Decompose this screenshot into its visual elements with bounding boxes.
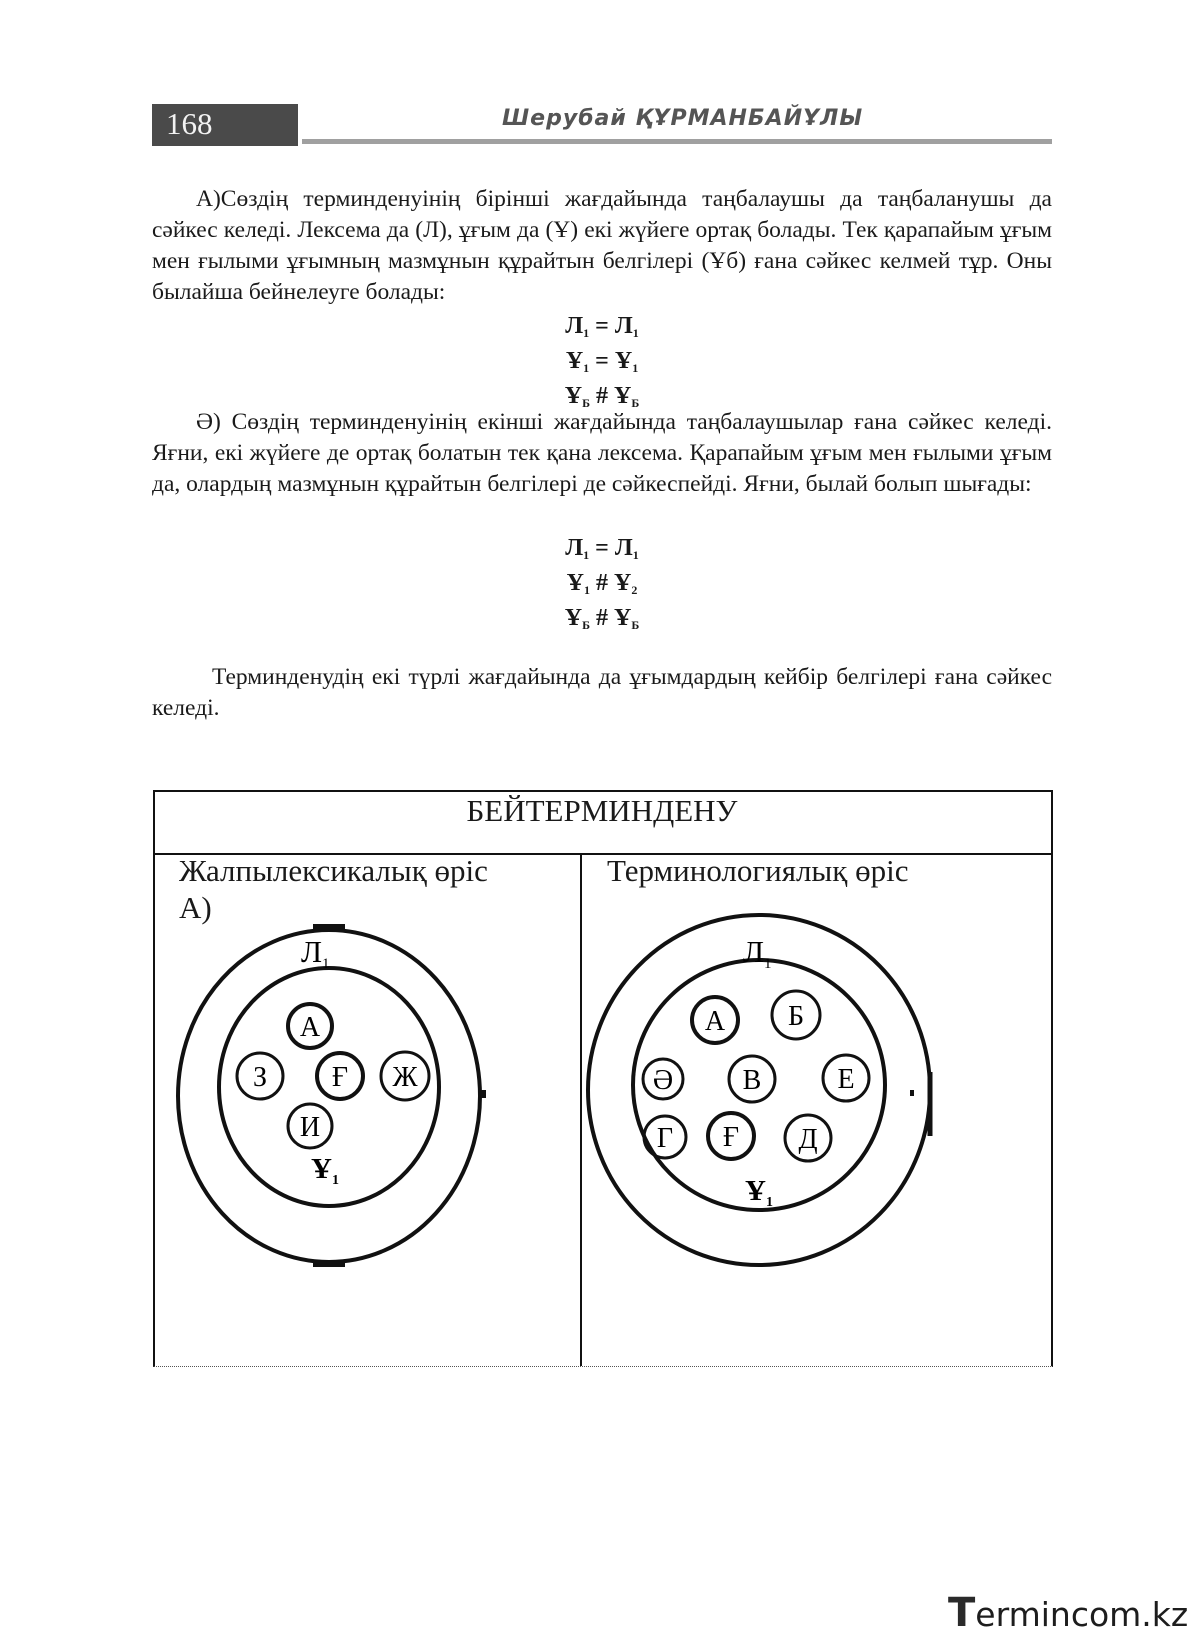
right-field-diagram	[153, 790, 1051, 1366]
feature-circle	[708, 1113, 754, 1159]
outer-label: Л1	[301, 934, 330, 972]
site-logo: Termincom.kz	[948, 1590, 1189, 1636]
feature-circle	[729, 1056, 775, 1102]
svg-text:А: А	[299, 1012, 321, 1043]
svg-text:А: А	[704, 1006, 726, 1037]
formula-1	[0, 312, 1204, 417]
right-column-title: Терминологиялық өріс	[607, 853, 909, 888]
formula-line: $Л_1 = Л_1$	[565, 535, 639, 562]
formula-2	[0, 534, 1204, 639]
feature-circle	[785, 1115, 831, 1161]
feature-circle	[692, 997, 738, 1043]
comparison-table	[153, 790, 1051, 1366]
svg-text:В: В	[742, 1065, 762, 1096]
outer-label: Л1	[743, 934, 772, 972]
svg-text:Г: Г	[656, 1123, 674, 1154]
feature-circle	[772, 991, 820, 1039]
paragraph-2-text: Ә) Сөздің терминденуінің екінші жағдайында таңбалаушылар ғана сәйкес келеді. Яғни, екі жүйеге де ортақ болатын тек қана лексема. Қарапайым ұғым мен ғылыми ұғым да, олардың мазмұнын құрайтын белгілері де сәйкеспейді. Яғни, былай болып шығады:	[152, 409, 1052, 497]
paragraph-3	[152, 662, 1052, 724]
svg-text:Е: Е	[837, 1064, 855, 1095]
page-number-box	[152, 104, 298, 146]
svg-text:Д: Д	[798, 1124, 818, 1155]
formula-line: $Ұ_1$ # $Ұ_2$	[566, 570, 638, 597]
svg-text:Б: Б	[787, 1001, 805, 1032]
paragraph-1-text: А)Сөздің терминденуінің бірінші жағдайында таңбалаушы да таңбаланушы да сәйкес келеді. Лексема да (Л), ұғым да (Ұ) екі жүйеге ортақ болады. Тек қарапайым ұғым мен ғылыми ұғымның мазмұнын құрайтын белгілері (Ұб) ғана сәйкес келмей тұр. Оны былайша бейнелеуге болады:	[152, 186, 1052, 305]
formula-line: $Ұ_Б$ # $Ұ_Б$	[564, 605, 640, 632]
page-number: 168	[166, 106, 213, 141]
paragraph-1	[152, 184, 1052, 308]
table-title: БЕЙТЕРМИНДЕНУ	[466, 793, 738, 828]
formula-line: $Л_1 = Л_1$	[565, 313, 639, 340]
outer-circle-mark	[910, 1090, 914, 1096]
svg-text:И: И	[299, 1112, 321, 1143]
left-column-title: Жалпылексикалық өріс	[179, 853, 488, 888]
feature-circle	[644, 1116, 686, 1158]
paragraph-2	[152, 407, 1052, 500]
running-head: Шерубай ҚҰРМАНБАЙҰЛЫ	[502, 106, 864, 131]
svg-text:Ғ: Ғ	[331, 1062, 349, 1093]
svg-text:Ғ: Ғ	[722, 1122, 740, 1153]
svg-text:Ж: Ж	[392, 1062, 418, 1093]
formula-line: $Ұ_Б$ # $Ұ_Б$	[564, 383, 640, 410]
svg-text:Ә: Ә	[652, 1065, 674, 1096]
formula-line: $Ұ_1 = Ұ_1$	[565, 348, 639, 375]
svg-text:З: З	[252, 1062, 268, 1093]
paragraph-3-text: Терминденудің екі түрлі жағдайында да ұғымдардың кейбір белгілері ғана сәйкес келеді.	[152, 664, 1052, 721]
left-column-subtitle: А)	[179, 890, 212, 925]
feature-circle	[643, 1059, 683, 1099]
page-header	[152, 104, 1052, 146]
feature-circle	[823, 1055, 869, 1101]
header-rule	[302, 139, 1052, 144]
inner-label: $Ұ_1$	[745, 1175, 773, 1210]
inner-label: $Ұ_1$	[311, 1153, 339, 1188]
